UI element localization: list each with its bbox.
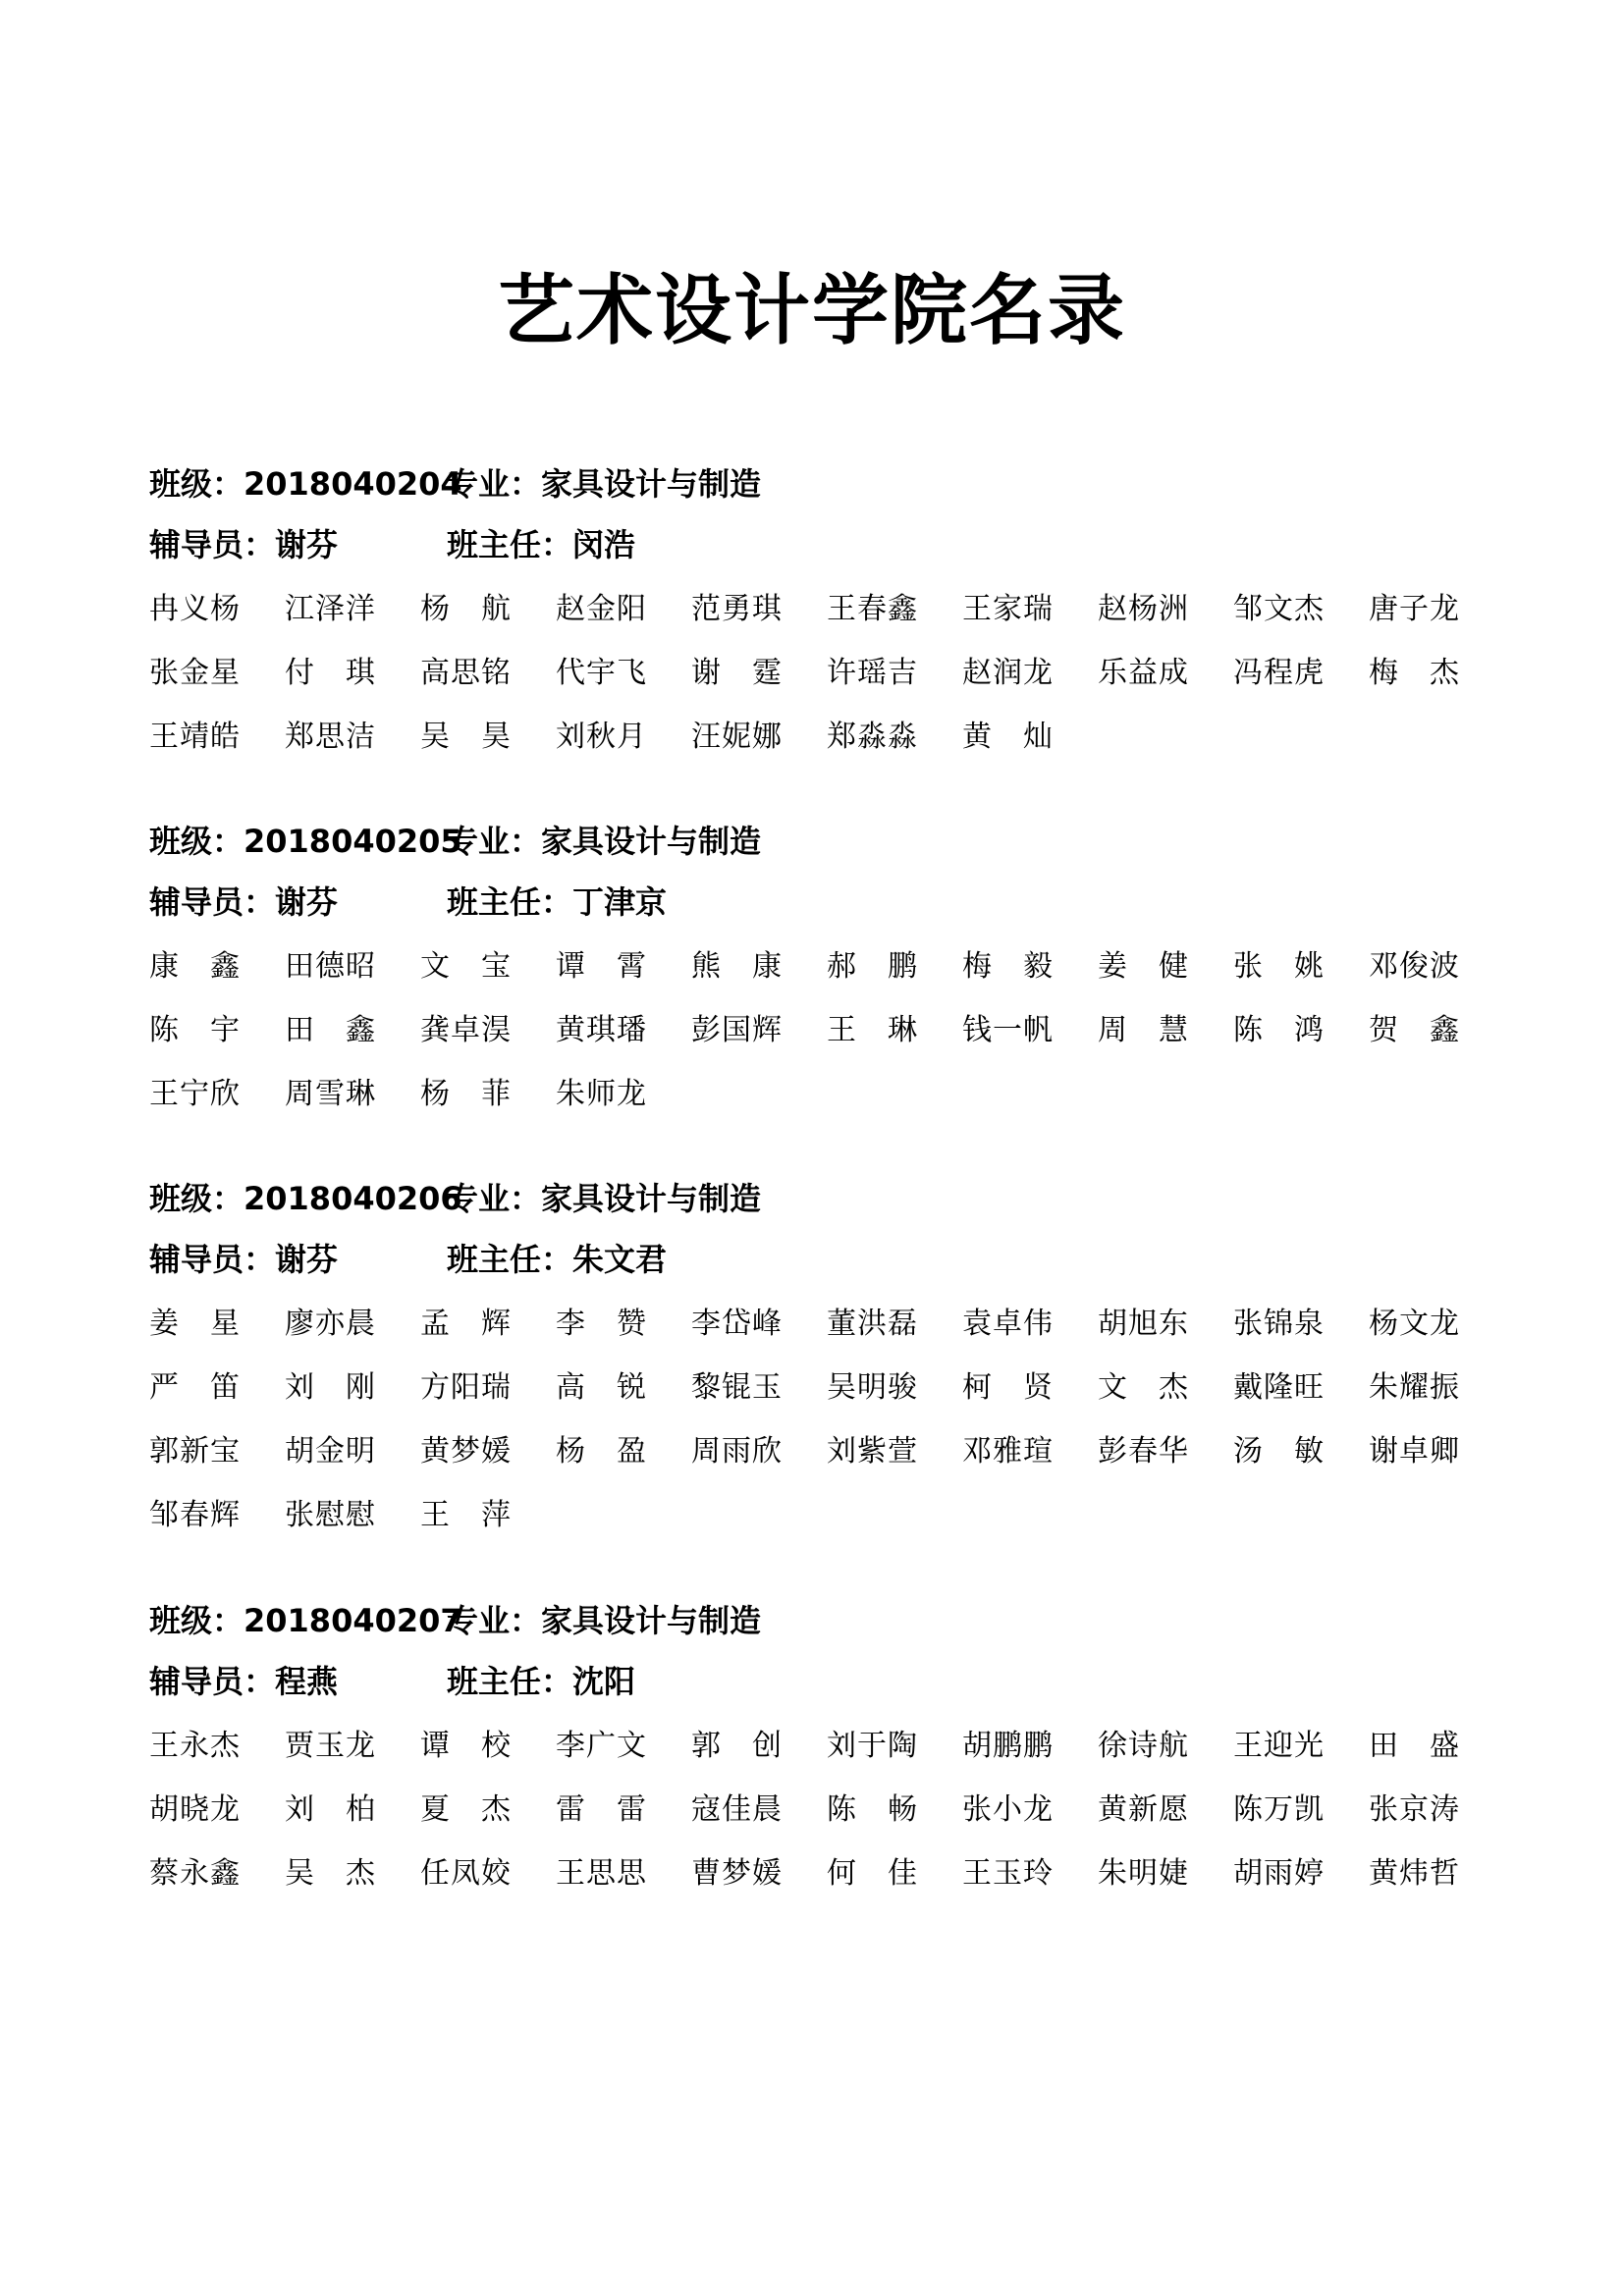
student-name: 张慰慰 [285, 1498, 376, 1532]
student-name: 周 慧 [1098, 1013, 1189, 1047]
student-name: 胡旭东 [1098, 1307, 1189, 1341]
student-name: 王思思 [556, 1856, 647, 1891]
student-name: 康 鑫 [149, 949, 241, 984]
student-name: 孟 辉 [420, 1307, 512, 1341]
head-teacher: 班主任：沈阳 [447, 1663, 636, 1700]
staff-line [149, 1229, 1524, 1290]
student-name: 汪妮娜 [691, 720, 783, 754]
student-name: 郭 创 [691, 1729, 783, 1763]
student-name: 夏 杰 [420, 1792, 512, 1827]
student-name: 郭新宝 [149, 1434, 241, 1468]
student-name: 朱师龙 [556, 1077, 647, 1111]
class-section-2018040204 [149, 454, 1524, 769]
student-list [149, 934, 1524, 1126]
student-name: 邓雅瑄 [962, 1434, 1054, 1468]
class-info-line [149, 1168, 1524, 1229]
student-name: 高 锐 [556, 1370, 647, 1405]
counselor: 辅导员：谢芬 [149, 883, 339, 921]
student-name: 冉义杨 [149, 592, 241, 626]
student-name: 文 杰 [1098, 1370, 1189, 1405]
student-name: 黎锟玉 [691, 1370, 783, 1405]
student-name: 谭 校 [420, 1729, 512, 1763]
student-name: 郑淼淼 [827, 720, 918, 754]
student-name: 范勇琪 [691, 592, 783, 626]
student-name: 田 鑫 [285, 1013, 376, 1047]
page-title: 艺术设计学院名录 [497, 267, 1126, 355]
head-teacher: 班主任：闵浩 [447, 526, 636, 563]
counselor: 辅导员：谢芬 [149, 1241, 339, 1278]
student-list [149, 577, 1524, 769]
student-name: 唐子龙 [1369, 592, 1460, 626]
student-name: 熊 康 [691, 949, 783, 984]
student-name: 王春鑫 [827, 592, 918, 626]
student-name: 张小龙 [962, 1792, 1054, 1827]
student-name: 钱一帆 [962, 1013, 1054, 1047]
class-info-line [149, 811, 1524, 872]
student-name: 蔡永鑫 [149, 1856, 241, 1891]
student-name: 黄新愿 [1098, 1792, 1189, 1827]
student-name: 赵润龙 [962, 656, 1054, 690]
student-name: 张京涛 [1369, 1792, 1460, 1827]
student-name: 王迎光 [1233, 1729, 1325, 1763]
student-name: 陈万凯 [1233, 1792, 1325, 1827]
student-name: 江泽洋 [285, 592, 376, 626]
student-name: 王永杰 [149, 1729, 241, 1763]
student-name: 邓俊波 [1369, 949, 1460, 984]
student-name: 吴 杰 [285, 1856, 376, 1891]
staff-line [149, 1651, 1524, 1712]
class-section-2018040207 [149, 1590, 1524, 1905]
student-name: 陈 畅 [827, 1792, 918, 1827]
student-name: 刘于陶 [827, 1729, 918, 1763]
student-name: 赵金阳 [556, 592, 647, 626]
student-name: 刘秋月 [556, 720, 647, 754]
student-name: 高思铭 [420, 656, 512, 690]
student-name: 朱明婕 [1098, 1856, 1189, 1891]
student-name: 廖亦晨 [285, 1307, 376, 1341]
student-name: 贾玉龙 [285, 1729, 376, 1763]
student-name: 杨 盈 [556, 1434, 647, 1468]
student-name: 吴明骏 [827, 1370, 918, 1405]
student-name: 王宁欣 [149, 1077, 241, 1111]
student-name: 梅 杰 [1369, 656, 1460, 690]
student-name: 黄 灿 [962, 720, 1054, 754]
student-name: 寇佳晨 [691, 1792, 783, 1827]
student-name: 杨 航 [420, 592, 512, 626]
class-number: 班级：2018040204 [149, 465, 462, 503]
student-name: 戴隆旺 [1233, 1370, 1325, 1405]
student-name: 徐诗航 [1098, 1729, 1189, 1763]
student-name: 贺 鑫 [1369, 1013, 1460, 1047]
student-name: 李广文 [556, 1729, 647, 1763]
student-name: 王 萍 [420, 1498, 512, 1532]
student-name: 梅 毅 [962, 949, 1054, 984]
student-name: 代宇飞 [556, 656, 647, 690]
student-name: 冯程虎 [1233, 656, 1325, 690]
major: 专业：家具设计与制造 [447, 1180, 762, 1217]
student-name: 付 琪 [285, 656, 376, 690]
student-name: 田德昭 [285, 949, 376, 984]
class-info-line [149, 454, 1524, 514]
student-name: 黄梦媛 [420, 1434, 512, 1468]
student-name: 彭国辉 [691, 1013, 783, 1047]
student-name: 黄炜哲 [1369, 1856, 1460, 1891]
student-name: 严 笛 [149, 1370, 241, 1405]
student-name: 刘 柏 [285, 1792, 376, 1827]
class-section-2018040205 [149, 811, 1524, 1126]
major: 专业：家具设计与制造 [447, 465, 762, 503]
student-name: 郝 鹏 [827, 949, 918, 984]
student-name: 姜 健 [1098, 949, 1189, 984]
student-name: 胡晓龙 [149, 1792, 241, 1827]
student-name: 邹春辉 [149, 1498, 241, 1532]
student-name: 张金星 [149, 656, 241, 690]
major: 专业：家具设计与制造 [447, 1602, 762, 1639]
student-name: 柯 贤 [962, 1370, 1054, 1405]
student-name: 吴 昊 [420, 720, 512, 754]
student-name: 李 赞 [556, 1307, 647, 1341]
student-name: 杨 菲 [420, 1077, 512, 1111]
student-name: 乐益成 [1098, 656, 1189, 690]
student-name: 赵杨洲 [1098, 592, 1189, 626]
class-number: 班级：2018040207 [149, 1602, 462, 1639]
student-list [149, 1714, 1524, 1905]
major: 专业：家具设计与制造 [447, 823, 762, 860]
student-name: 姜 星 [149, 1307, 241, 1341]
class-number: 班级：2018040205 [149, 823, 462, 860]
student-name: 谢卓卿 [1369, 1434, 1460, 1468]
head-teacher: 班主任：丁津京 [447, 883, 668, 921]
student-name: 周雪琳 [285, 1077, 376, 1111]
staff-line [149, 872, 1524, 933]
student-name: 刘 刚 [285, 1370, 376, 1405]
student-list [149, 1292, 1524, 1547]
student-name: 王玉玲 [962, 1856, 1054, 1891]
student-name: 王靖皓 [149, 720, 241, 754]
staff-line [149, 514, 1524, 575]
student-name: 袁卓伟 [962, 1307, 1054, 1341]
student-name: 胡雨婷 [1233, 1856, 1325, 1891]
student-name: 方阳瑞 [420, 1370, 512, 1405]
student-name: 陈 鸿 [1233, 1013, 1325, 1047]
student-name: 郑思洁 [285, 720, 376, 754]
student-name: 胡鹏鹏 [962, 1729, 1054, 1763]
student-name: 胡金明 [285, 1434, 376, 1468]
student-name: 陈 宇 [149, 1013, 241, 1047]
class-info-line [149, 1590, 1524, 1651]
student-name: 田 盛 [1369, 1729, 1460, 1763]
student-name: 曹梦媛 [691, 1856, 783, 1891]
student-name: 王家瑞 [962, 592, 1054, 626]
class-section-2018040206 [149, 1168, 1524, 1547]
student-name: 彭春华 [1098, 1434, 1189, 1468]
counselor: 辅导员：程燕 [149, 1663, 339, 1700]
student-name: 杨文龙 [1369, 1307, 1460, 1341]
student-name: 邹文杰 [1233, 592, 1325, 626]
student-name: 许瑶吉 [827, 656, 918, 690]
student-name: 张 姚 [1233, 949, 1325, 984]
student-name: 王 琳 [827, 1013, 918, 1047]
student-name: 董洪磊 [827, 1307, 918, 1341]
student-name: 龚卓淏 [420, 1013, 512, 1047]
student-name: 黄琪璠 [556, 1013, 647, 1047]
head-teacher: 班主任：朱文君 [447, 1241, 668, 1278]
student-name: 谢 霆 [691, 656, 783, 690]
student-name: 周雨欣 [691, 1434, 783, 1468]
student-name: 谭 霄 [556, 949, 647, 984]
class-number: 班级：2018040206 [149, 1180, 462, 1217]
student-name: 何 佳 [827, 1856, 918, 1891]
student-name: 汤 敏 [1233, 1434, 1325, 1468]
student-name: 李岱峰 [691, 1307, 783, 1341]
counselor: 辅导员：谢芬 [149, 526, 339, 563]
student-name: 张锦泉 [1233, 1307, 1325, 1341]
student-name: 文 宝 [420, 949, 512, 984]
student-name: 刘紫萱 [827, 1434, 918, 1468]
student-name: 朱耀振 [1369, 1370, 1460, 1405]
student-name: 任凤姣 [420, 1856, 512, 1891]
student-name: 雷 雷 [556, 1792, 647, 1827]
